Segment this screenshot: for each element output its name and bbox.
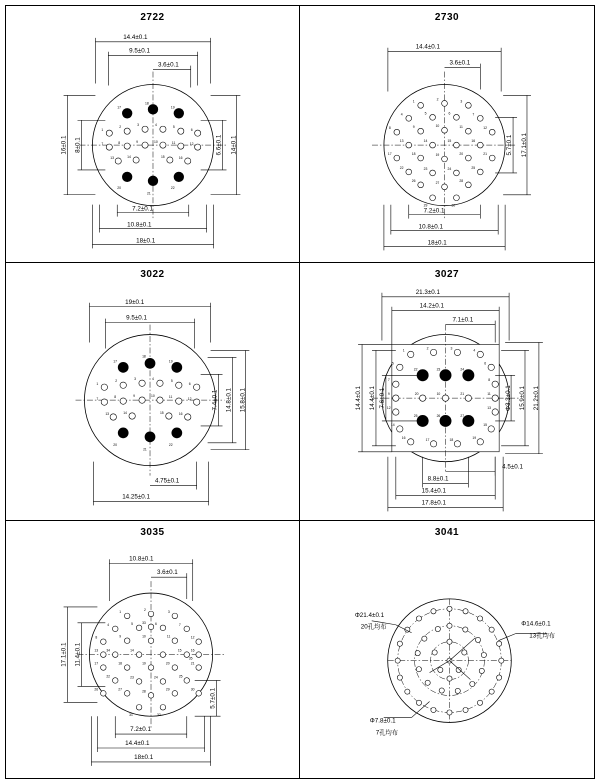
svg-text:10: 10 [153, 140, 158, 145]
dim-3027-bot-4: 4.5±0.1 [502, 463, 523, 471]
svg-text:1: 1 [101, 128, 104, 133]
svg-text:12: 12 [189, 142, 194, 147]
svg-text:21: 21 [147, 191, 151, 196]
dim-2730-bot-2: 10.8±0.1 [418, 223, 443, 231]
svg-text:22: 22 [106, 674, 111, 679]
svg-text:32: 32 [156, 712, 161, 717]
svg-text:24: 24 [447, 166, 452, 171]
svg-text:19: 19 [435, 153, 440, 158]
dim-3022-right-2: 14.8±0.1 [225, 388, 233, 413]
svg-text:17: 17 [117, 105, 121, 110]
svg-text:14: 14 [130, 648, 134, 653]
svg-text:20: 20 [414, 392, 419, 397]
dim-3027-right-1: Φ3.3±0.1 [505, 385, 513, 412]
svg-text:21: 21 [143, 448, 147, 453]
svg-text:26: 26 [411, 178, 416, 183]
svg-text:14: 14 [423, 139, 428, 144]
dim-3027-bot-1: 8.8±0.1 [427, 475, 449, 483]
dim-3027-top-1: 21.3±0.1 [415, 289, 441, 297]
panel-title-3022: 3022 [140, 269, 165, 281]
dim-2730-bot-3: 18±0.1 [427, 239, 447, 247]
svg-text:7: 7 [387, 378, 390, 383]
svg-text:10: 10 [151, 394, 155, 399]
svg-text:2: 2 [119, 125, 122, 130]
svg-text:35: 35 [188, 656, 193, 661]
svg-text:30: 30 [451, 203, 456, 208]
svg-text:14: 14 [390, 423, 395, 428]
svg-text:19: 19 [142, 661, 146, 666]
dim-3035-right-1: 5.7±0.1 [209, 687, 217, 709]
svg-text:4: 4 [400, 112, 403, 117]
svg-text:6: 6 [448, 111, 451, 116]
panel-3022 [6, 263, 300, 520]
svg-text:14: 14 [123, 411, 127, 416]
svg-text:16: 16 [178, 412, 183, 417]
svg-text:28: 28 [142, 689, 146, 694]
dim-2730-right-2: 17.1±0.1 [520, 132, 528, 158]
dim-3022-bot-1: 4.75±0.1 [154, 477, 180, 485]
svg-text:25: 25 [178, 674, 183, 679]
svg-text:7: 7 [101, 142, 104, 147]
svg-text:7: 7 [178, 622, 181, 627]
svg-text:1: 1 [119, 609, 122, 614]
dim-2722-bot-1: 7.2±0.1 [132, 205, 153, 213]
panel-3041 [300, 521, 594, 778]
svg-text:16: 16 [401, 436, 406, 441]
dim-3022-right-1: 7.4±0.1 [211, 390, 219, 411]
svg-text:12: 12 [187, 397, 192, 402]
svg-text:10: 10 [436, 392, 441, 397]
note-3041-2: Φ14.6±0.1 [521, 620, 551, 628]
dim-2730-right-1: 5.7±0.1 [506, 134, 514, 156]
svg-text:21: 21 [483, 152, 488, 157]
svg-text:8: 8 [118, 141, 121, 146]
svg-text:6: 6 [154, 621, 157, 626]
svg-text:8: 8 [488, 378, 491, 383]
svg-text:6: 6 [188, 382, 191, 387]
dim-3027-right-3: 21.2±0.1 [532, 386, 540, 411]
svg-text:18: 18 [145, 101, 149, 106]
svg-text:33: 33 [142, 620, 146, 625]
dim-3022-top-1: 19±0.1 [125, 299, 145, 307]
svg-text:11: 11 [459, 125, 463, 130]
svg-text:26: 26 [436, 414, 441, 419]
svg-text:21: 21 [190, 661, 195, 666]
svg-text:18: 18 [449, 438, 454, 443]
svg-text:14: 14 [127, 155, 131, 160]
svg-text:9: 9 [136, 140, 138, 145]
dim-2722-right-1: 6.6±0.1 [215, 134, 223, 156]
dim-2722-top-3: 3.6±0.1 [157, 61, 179, 69]
svg-text:34: 34 [106, 648, 111, 653]
dim-3027-left-1: 14.4±0.1 [355, 386, 363, 411]
svg-text:19: 19 [170, 105, 175, 110]
svg-text:13: 13 [105, 412, 110, 417]
svg-text:23: 23 [130, 675, 134, 680]
svg-text:23: 23 [423, 166, 428, 171]
note-3041-3-sub: 7孔均布 [375, 729, 399, 737]
svg-text:2: 2 [436, 97, 439, 102]
svg-text:11: 11 [171, 141, 176, 146]
panel-grid [5, 5, 595, 779]
svg-text:22: 22 [399, 165, 404, 170]
svg-text:10: 10 [142, 634, 146, 639]
svg-text:25: 25 [471, 165, 476, 170]
svg-text:17: 17 [387, 152, 392, 157]
svg-text:4: 4 [107, 622, 110, 627]
svg-text:9: 9 [412, 125, 415, 130]
svg-text:12: 12 [386, 406, 391, 411]
dim-3035-bot-1: 7.2±0.1 [130, 725, 151, 733]
svg-text:5: 5 [424, 111, 427, 116]
svg-text:24: 24 [460, 367, 465, 372]
svg-text:13: 13 [399, 139, 404, 144]
dim-3035-bot-3: 18±0.1 [134, 753, 154, 761]
svg-text:21: 21 [460, 392, 465, 397]
dim-3035-bot-2: 14.4±0.1 [125, 739, 150, 747]
note-3041-1-sub: 20孔均布 [360, 623, 387, 631]
svg-text:30: 30 [190, 687, 195, 692]
dim-2722-right-2: 14±0.1 [230, 135, 238, 155]
svg-text:20: 20 [165, 661, 170, 666]
svg-text:3: 3 [137, 123, 139, 128]
panel-2722 [6, 6, 300, 263]
svg-text:27: 27 [118, 687, 122, 692]
svg-text:4: 4 [154, 123, 157, 128]
dim-3027-bot-3: 17.8±0.1 [421, 499, 446, 507]
svg-text:20: 20 [459, 152, 464, 157]
svg-text:13: 13 [110, 155, 115, 160]
dim-3027-top-3: 7.1±0.1 [452, 316, 474, 324]
svg-text:5: 5 [131, 621, 134, 626]
svg-text:1: 1 [402, 348, 405, 353]
dim-2722-top-1: 14.4±0.1 [123, 33, 148, 41]
svg-text:7: 7 [472, 112, 475, 117]
svg-text:5: 5 [170, 379, 173, 384]
svg-text:22: 22 [413, 367, 418, 372]
panel-title-3027: 3027 [434, 269, 460, 281]
svg-text:2: 2 [115, 379, 118, 384]
dim-2730-top-1: 14.4±0.1 [415, 43, 441, 51]
svg-text:15: 15 [447, 139, 452, 144]
drawing-2722 [6, 6, 299, 262]
svg-text:1: 1 [412, 99, 415, 104]
svg-text:8: 8 [95, 635, 98, 640]
svg-text:16: 16 [471, 139, 476, 144]
svg-text:18: 18 [142, 354, 146, 359]
svg-text:17: 17 [425, 438, 430, 443]
dim-3035-left-2: 11.4±0.1 [74, 642, 82, 667]
svg-text:27: 27 [435, 180, 440, 185]
dim-2722-left-1: 16±0.1 [60, 135, 68, 155]
svg-text:2: 2 [144, 607, 146, 612]
dim-3027-left-2: 14.4±0.1 [368, 386, 376, 411]
panel-title-3041: 3041 [434, 526, 460, 538]
dim-3027-left-3: 7.6±0.1 [378, 388, 386, 409]
dim-2730-top-2: 3.6±0.1 [449, 59, 471, 67]
svg-text:3: 3 [134, 377, 137, 382]
panel-title-2722: 2722 [140, 12, 165, 23]
svg-text:9: 9 [119, 634, 122, 639]
svg-text:26: 26 [94, 687, 99, 692]
svg-text:19: 19 [168, 359, 173, 364]
svg-text:12: 12 [483, 126, 488, 131]
svg-text:15: 15 [160, 155, 165, 160]
dim-3027-bot-2: 15.4±0.1 [421, 487, 446, 495]
drawing-3035 [6, 521, 299, 778]
dim-2722-top-2: 9.5±0.1 [129, 47, 150, 55]
svg-text:11: 11 [168, 395, 173, 400]
note-3041-1: Φ21.4±0.1 [354, 611, 385, 619]
svg-text:15: 15 [483, 423, 488, 428]
svg-text:20: 20 [113, 443, 118, 448]
svg-text:11: 11 [166, 634, 171, 639]
svg-text:3: 3 [450, 346, 453, 351]
dim-3022-top-2: 9.5±0.1 [126, 314, 147, 322]
svg-text:5: 5 [172, 125, 175, 130]
dim-2730-bot-1: 7.2±0.1 [423, 207, 445, 215]
panel-2730 [300, 6, 594, 263]
drawing-3041 [300, 521, 594, 778]
svg-text:16: 16 [190, 648, 195, 653]
svg-text:16: 16 [178, 155, 183, 160]
svg-text:3: 3 [167, 609, 170, 614]
svg-text:29: 29 [423, 203, 428, 208]
svg-text:4: 4 [152, 377, 154, 382]
svg-text:12: 12 [190, 635, 195, 640]
svg-text:22: 22 [168, 443, 173, 448]
dim-3035-left-1: 17.1±0.1 [60, 642, 68, 667]
svg-text:6: 6 [484, 361, 487, 366]
svg-text:9: 9 [133, 394, 136, 399]
svg-text:17: 17 [94, 661, 99, 666]
svg-text:4: 4 [473, 348, 476, 353]
panel-3027 [300, 263, 594, 520]
dim-2722-bot-3: 18±0.1 [136, 237, 156, 245]
svg-text:15: 15 [177, 648, 182, 653]
svg-text:19: 19 [472, 436, 477, 441]
svg-text:29: 29 [165, 687, 170, 692]
note-3041-2-sub: 13孔均布 [529, 632, 556, 640]
svg-text:18: 18 [118, 661, 122, 666]
svg-text:13: 13 [94, 648, 99, 653]
svg-text:1: 1 [96, 382, 99, 387]
svg-text:9: 9 [387, 392, 390, 397]
svg-text:31: 31 [129, 712, 133, 717]
svg-text:28: 28 [459, 178, 464, 183]
drawing-3022 [6, 263, 299, 519]
svg-text:5: 5 [391, 361, 394, 366]
svg-text:8: 8 [114, 395, 117, 400]
svg-text:8: 8 [388, 126, 391, 131]
svg-text:22: 22 [170, 185, 175, 190]
dim-3027-top-2: 14.2±0.1 [419, 303, 444, 311]
panel-title-2730: 2730 [434, 12, 460, 23]
svg-text:23: 23 [436, 367, 441, 372]
svg-text:25: 25 [413, 414, 418, 419]
note-3041-3: Φ7.8±0.1 [369, 717, 396, 725]
svg-text:10: 10 [435, 124, 440, 129]
dim-3022-right-3: 15.8±0.1 [239, 388, 247, 413]
drawing-3027 [300, 263, 594, 519]
drawing-2730 [300, 6, 594, 262]
svg-text:13: 13 [487, 406, 491, 411]
svg-text:17: 17 [113, 359, 118, 364]
svg-text:18: 18 [411, 152, 416, 157]
panel-3035 [6, 521, 300, 778]
panel-title-3035: 3035 [140, 526, 165, 538]
svg-text:2: 2 [426, 346, 429, 351]
svg-text:3: 3 [460, 99, 463, 104]
dim-2722-bot-2: 10.8±0.1 [127, 221, 152, 229]
dim-3035-top-2: 3.6±0.1 [156, 568, 178, 576]
svg-text:11: 11 [487, 392, 491, 397]
svg-text:24: 24 [153, 675, 158, 680]
svg-text:15: 15 [159, 411, 164, 416]
svg-text:6: 6 [190, 128, 193, 133]
dim-3035-top-1: 10.8±0.1 [129, 554, 154, 562]
dim-3022-bot-2: 14.25±0.1 [122, 493, 150, 501]
svg-text:20: 20 [117, 185, 121, 190]
svg-text:27: 27 [460, 414, 465, 419]
dim-2722-left-2: 8±0.1 [74, 137, 82, 153]
dim-3027-right-2: 15.9±0.1 [518, 386, 526, 411]
svg-text:7: 7 [96, 397, 99, 402]
